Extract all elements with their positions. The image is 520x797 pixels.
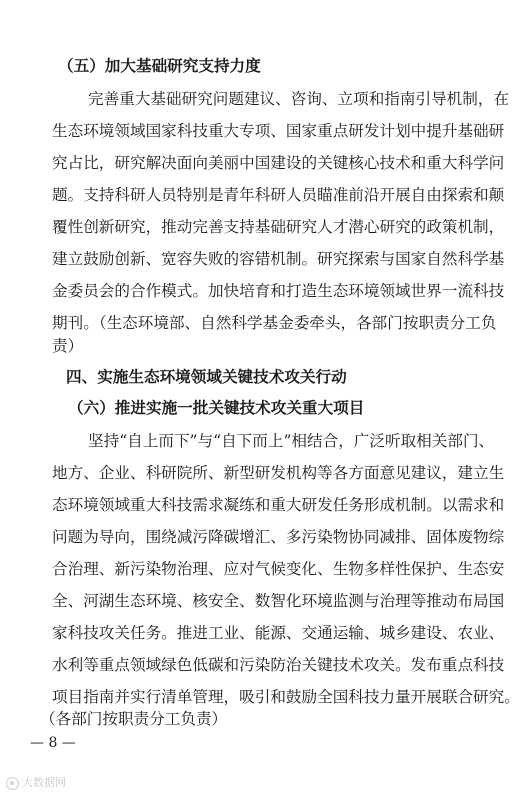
paragraph-line: 题。支持科研人员特别是青年科研人员瞄准前沿开展自由探索和颠 bbox=[52, 186, 505, 204]
paragraph-line: 全、河湖生态环境、核安全、数智化环境监测与治理等推动布局国 bbox=[52, 592, 505, 610]
paragraph-line: 合治理、新污染物治理、应对气候变化、生物多样性保护、生态安 bbox=[52, 560, 505, 578]
section-heading-6: （六）推进实施一批关键技术攻关重大项目 bbox=[68, 399, 365, 417]
paragraph-line: 完善重大基础研究问题建议、咨询、立项和指南引导机制，在 bbox=[88, 90, 510, 108]
paragraph-line: 水利等重点领域绿色低碳和污染防治关键技术攻关。发布重点科技 bbox=[52, 656, 505, 674]
section-heading-5: （五）加大基础研究支持力度 bbox=[58, 57, 261, 75]
paragraph-line: （各部门按职责分工负责） bbox=[40, 710, 228, 728]
paragraph-line: 金委员会的合作模式。加快培育和打造生态环境领域世界一流科技 bbox=[52, 282, 505, 300]
paragraph-line: 覆性创新研究，推动完善支持基础研究人才潜心研究的政策机制， bbox=[52, 218, 505, 236]
paragraph-line: 建立鼓励创新、宽容失败的容错机制。研究探索与国家自然科学基 bbox=[52, 250, 505, 268]
paragraph-line: 期刊。（生态环境部、自然科学基金委牵头，各部门按职责分工负 bbox=[52, 314, 497, 332]
watermark bbox=[6, 776, 66, 790]
paragraph-line: 问题为导向，围绕减污降碳增汇、多污染物协同减排、固体废物综 bbox=[52, 528, 505, 546]
paragraph-line: 生态环境领域国家科技重大专项、国家重点研发计划中提升基础研 bbox=[52, 122, 505, 140]
paragraph-line: 家科技攻关任务。推进工业、能源、交通运输、城乡建设、农业、 bbox=[52, 624, 505, 642]
paragraph-line: 责） bbox=[52, 337, 84, 355]
paragraph-line: 地方、企业、科研院所、新型研发机构等各方面意见建议，建立生 bbox=[52, 464, 505, 482]
watermark-text: 大数据网 bbox=[22, 776, 66, 789]
part-heading-4: 四、实施生态环境领域关键技术攻关行动 bbox=[66, 368, 347, 386]
watermark-logo-icon bbox=[6, 777, 19, 790]
paragraph-line: 究占比，研究解决面向美丽中国建设的关键核心技术和重大科学问 bbox=[52, 154, 505, 172]
paragraph-line: 项目指南并实行清单管理，吸引和鼓励全国科技力量开展联合研究。 bbox=[52, 688, 520, 706]
page-number: — 8 — bbox=[30, 735, 76, 751]
paragraph-line: 态环境领域重大科技需求凝练和重大研发任务形成机制。以需求和 bbox=[52, 496, 505, 514]
paragraph-line: 坚持“自上而下”与“自下而上”相结合，广泛听取相关部门、 bbox=[88, 432, 495, 450]
